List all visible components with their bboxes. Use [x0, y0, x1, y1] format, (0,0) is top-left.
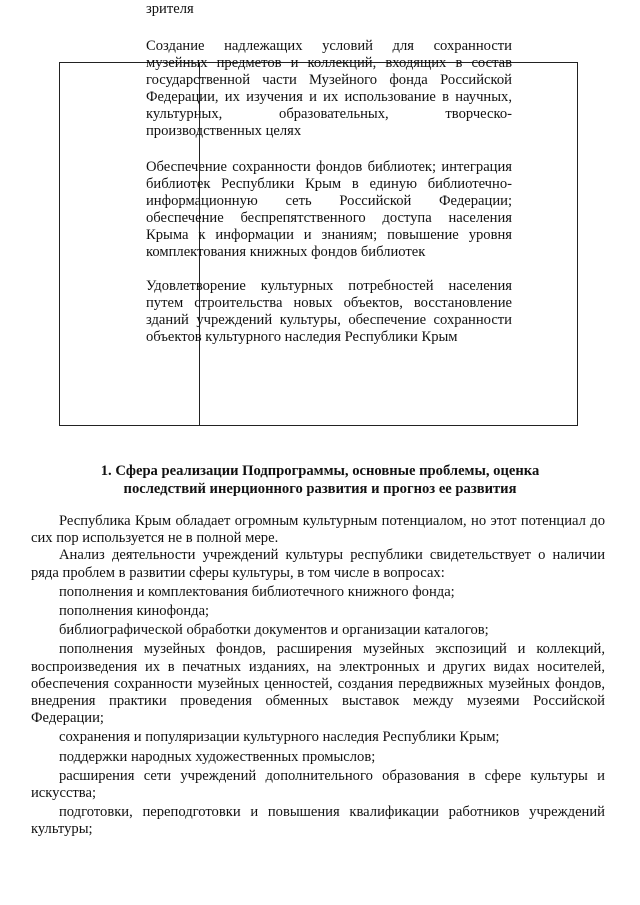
table-cell-text: Обеспечение сохранности фондов библиотек; интеграция библиотек Республики Крым в единую библиотечно-информационную сеть Российской Федерации; обеспечение беспрепятственного доступа населения Крыма к информации и знаниям; повышение уровня комплектования книжных фондов библиотек [146, 159, 512, 260]
paragraph: библиографической обработки документов и организации каталогов; [59, 622, 489, 639]
section-heading [70, 462, 570, 498]
paragraph: пополнения музейных фондов, расширения музейных экспозиций и коллекций, воспроизведения их в печатных изданиях, на электронных и других видах носителей, обеспечения сохранности музейных ценностей, создания передвижных музейных фондов, внедрения практики проведения обменных выставок между музеями Российской Федерации; [31, 641, 605, 727]
table-cell-text: зрителя [146, 1, 194, 17]
section-heading-line: 1. Сфера реализации Подпрограммы, основные проблемы, оценка [100, 463, 540, 479]
paragraph: подготовки, переподготовки и повышения квалификации работников учреждений культуры; [31, 804, 605, 838]
paragraph: поддержки народных художественных промыслов; [59, 748, 376, 765]
paragraph: Республика Крым обладает огромным культурным потенциалом, но этот потенциал до сих пор используется не в полной мере. [31, 513, 605, 547]
section-heading-line: последствий инерционного развития и прогноз ее развития [123, 481, 517, 497]
paragraph: расширения сети учреждений дополнительного образования в сфере культуры и искусства; [31, 767, 605, 802]
paragraph: пополнения и комплектования библиотечного книжного фонда; [59, 583, 455, 600]
paragraph: пополнения кинофонда; [59, 603, 210, 620]
paragraph: Анализ деятельности учреждений культуры республики свидетельствует о наличии ряда проблем в развитии сферы культуры, в том числе в вопросах: [31, 547, 605, 581]
section-body [31, 513, 605, 839]
table-cell-text: Создание надлежащих условий для сохранности музейных предметов и коллекций, входящих в состав государственной части Музейного фонда Российской Федерации, их изучения и их использование в научных, культурных, образовательных, творческо-производственных целях [146, 38, 512, 139]
table-cell-text: Удовлетворение культурных потребностей населения путем строительства новых объектов, восстановление зданий учреждений культуры, обеспечение сохранности объектов культурного наследия Республики Крым [146, 278, 512, 345]
paragraph: сохранения и популяризации культурного наследия Республики Крым; [59, 729, 500, 746]
